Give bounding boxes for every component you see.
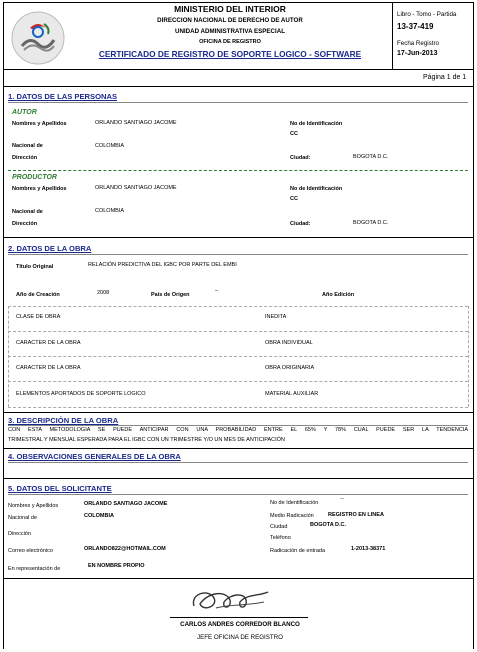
applicant-email-value: ORLANDO822@HOTMAIL.COM (84, 546, 166, 552)
autor-name-value: ORLANDO SANTIAGO JACOME (95, 120, 177, 126)
unit-name: UNIDAD ADMINISTRATIVA ESPECIAL (175, 28, 285, 35)
applicant-email-label: Correo electrónico (8, 548, 53, 554)
handwritten-signature (186, 584, 276, 616)
creation-year-label: Año de Creación (16, 292, 60, 298)
page-info-rule (3, 86, 473, 87)
section2-bottom-rule (3, 412, 473, 413)
section5-title: 5. DATOS DEL SOLICITANTE (8, 484, 112, 493)
applicant-representation-label: En representación de (8, 566, 61, 572)
section1-title: 1. DATOS DE LAS PERSONAS (8, 92, 118, 101)
productor-address-label: Dirección (12, 221, 38, 227)
work-class-row-value: INEDITA (265, 314, 287, 320)
work-class-row-value: OBRA INDIVIDUAL (265, 340, 313, 346)
office-name: OFICINA DE REGISTRO (199, 39, 261, 45)
creation-year-value: 2008 (97, 290, 110, 296)
productor-name-value: ORLANDO SANTIAGO JACOME (95, 185, 177, 191)
filing-medium-value: REGISTRO EN LINEA (328, 512, 384, 518)
work-class-row-label: ELEMENTOS APORTADOS DE SOPORTE LOGICO (16, 391, 146, 397)
work-class-row-divider (8, 356, 468, 357)
applicant-phone-label: Teléfono (270, 535, 291, 541)
work-class-table-right (468, 306, 469, 407)
origin-country-value: – (215, 288, 219, 294)
productor-id-label: No de Identificación (290, 186, 343, 192)
section1-bottom-rule (3, 237, 473, 238)
header-box-divider (392, 2, 393, 69)
work-class-row-label: CARACTER DE LA OBRA (16, 340, 81, 346)
signer-name: CARLOS ANDRES CORREDOR BLANCO (180, 621, 300, 628)
work-class-row-divider (8, 331, 468, 332)
work-class-row-label: CLASE DE OBRA (16, 314, 61, 320)
frame-left-border (3, 2, 4, 649)
frame-right-border (473, 2, 474, 649)
autor-heading: AUTOR (12, 109, 37, 116)
edition-year-label: Año Edición (322, 292, 355, 298)
filing-number-label: Radicación de entrada (270, 548, 326, 554)
ministry-logo-icon (10, 10, 66, 66)
date-value: 17-Jun-2013 (397, 50, 438, 57)
section2-title: 2. DATOS DE LA OBRA (8, 244, 92, 253)
applicant-city-value: BOGOTA D.C. (310, 522, 347, 528)
description-line-1: CON ESTA METODOLOGÍA SE PUEDE ANTICIPAR CON UNA PROBABILIDAD ENTRE EL 65% Y 78% CUAL PUEDE SER LA TENDENCIA (8, 427, 468, 433)
autor-id-type: CC (290, 131, 298, 137)
section5-bottom-rule (3, 578, 473, 579)
date-label: Fecha Registro (397, 40, 439, 47)
productor-name-label: Nombres y Apellidos (12, 186, 67, 192)
section4-title: 4. OBSERVACIONES GENERALES DE LA OBRA (8, 452, 181, 461)
filing-number-value: 1-2013-38371 (351, 546, 386, 552)
direction-name: DIRECCION NACIONAL DE DERECHO DE AUTOR (157, 17, 303, 24)
work-title-value: RELACIÓN PREDICTIVA DEL IGBC POR PARTE DEL EMBI (88, 262, 237, 268)
section3-rule (8, 425, 468, 426)
header-bottom-rule (3, 69, 473, 70)
work-title-label: Título Original (16, 264, 54, 270)
autor-address-label: Dirección (12, 155, 38, 161)
autor-city-value: BOGOTA D.C. (353, 154, 389, 160)
section4-rule (8, 462, 468, 463)
autor-city-label: Ciudad: (290, 155, 311, 161)
signature-line (170, 617, 308, 618)
section1-rule (8, 102, 468, 103)
ministry-name: MINISTERIO DEL INTERIOR (174, 4, 286, 14)
productor-nationality-label: Nacional de (12, 209, 43, 215)
work-class-row-value: OBRA ORIGINARIA (265, 365, 315, 371)
section2-rule (8, 254, 468, 255)
applicant-nationality-value: COLOMBIA (84, 513, 114, 519)
signer-role: JEFE OFICINA DE REGISTRO (197, 634, 283, 641)
productor-heading: PRODUCTOR (12, 174, 57, 181)
work-class-row-label: CARACTER DE LA OBRA (16, 365, 81, 371)
section4-bottom-rule (3, 478, 473, 479)
section3-title: 3. DESCRIPCIÓN DE LA OBRA (8, 416, 119, 425)
productor-nationality-value: COLOMBIA (95, 208, 125, 214)
applicant-name-label: Nombres y Apellidos (8, 503, 59, 509)
autor-productor-separator (8, 170, 468, 171)
autor-name-label: Nombres y Apellidos (12, 121, 67, 127)
applicant-nationality-label: Nacional de (8, 515, 38, 521)
origin-country-label: País de Origen (151, 292, 190, 298)
book-value: 13-37-419 (397, 22, 434, 31)
applicant-id-value: -- (340, 496, 344, 502)
section5-rule (8, 494, 468, 495)
productor-id-type: CC (290, 196, 298, 202)
applicant-city-label: Ciudad (270, 524, 288, 530)
productor-city-label: Ciudad: (290, 221, 311, 227)
productor-city-value: BOGOTA D.C. (353, 220, 389, 226)
applicant-name-value: ORLANDO SANTIAGO JACOME (84, 501, 168, 507)
autor-nationality-label: Nacional de (12, 143, 43, 149)
frame-top-border (3, 2, 473, 3)
work-class-row-divider (8, 381, 468, 382)
autor-id-label: No de Identificación (290, 121, 343, 127)
section3-bottom-rule (3, 448, 473, 449)
applicant-id-label: No de Identificación (270, 500, 319, 506)
book-label: Libro - Tomo - Partida (397, 11, 457, 18)
applicant-representation-value: EN NOMBRE PROPIO (88, 563, 145, 569)
filing-medium-label: Medio Radicación (270, 513, 314, 519)
applicant-address-label: Dirección (8, 531, 31, 537)
autor-nationality-value: COLOMBIA (95, 143, 125, 149)
work-class-row-value: MATERIAL AUXILIAR (265, 391, 319, 397)
description-line-2: TRIMESTRAL Y MENSUAL ESPERADA PARA EL IGBC CON UN TRIMESTRE Y/O UN MES DE ANTICIPACIÓN (8, 437, 285, 443)
page-info: Página 1 de 1 (423, 74, 467, 81)
certificate-title: CERTIFICADO DE REGISTRO DE SOPORTE LOGICO - SOFTWARE (98, 49, 362, 59)
